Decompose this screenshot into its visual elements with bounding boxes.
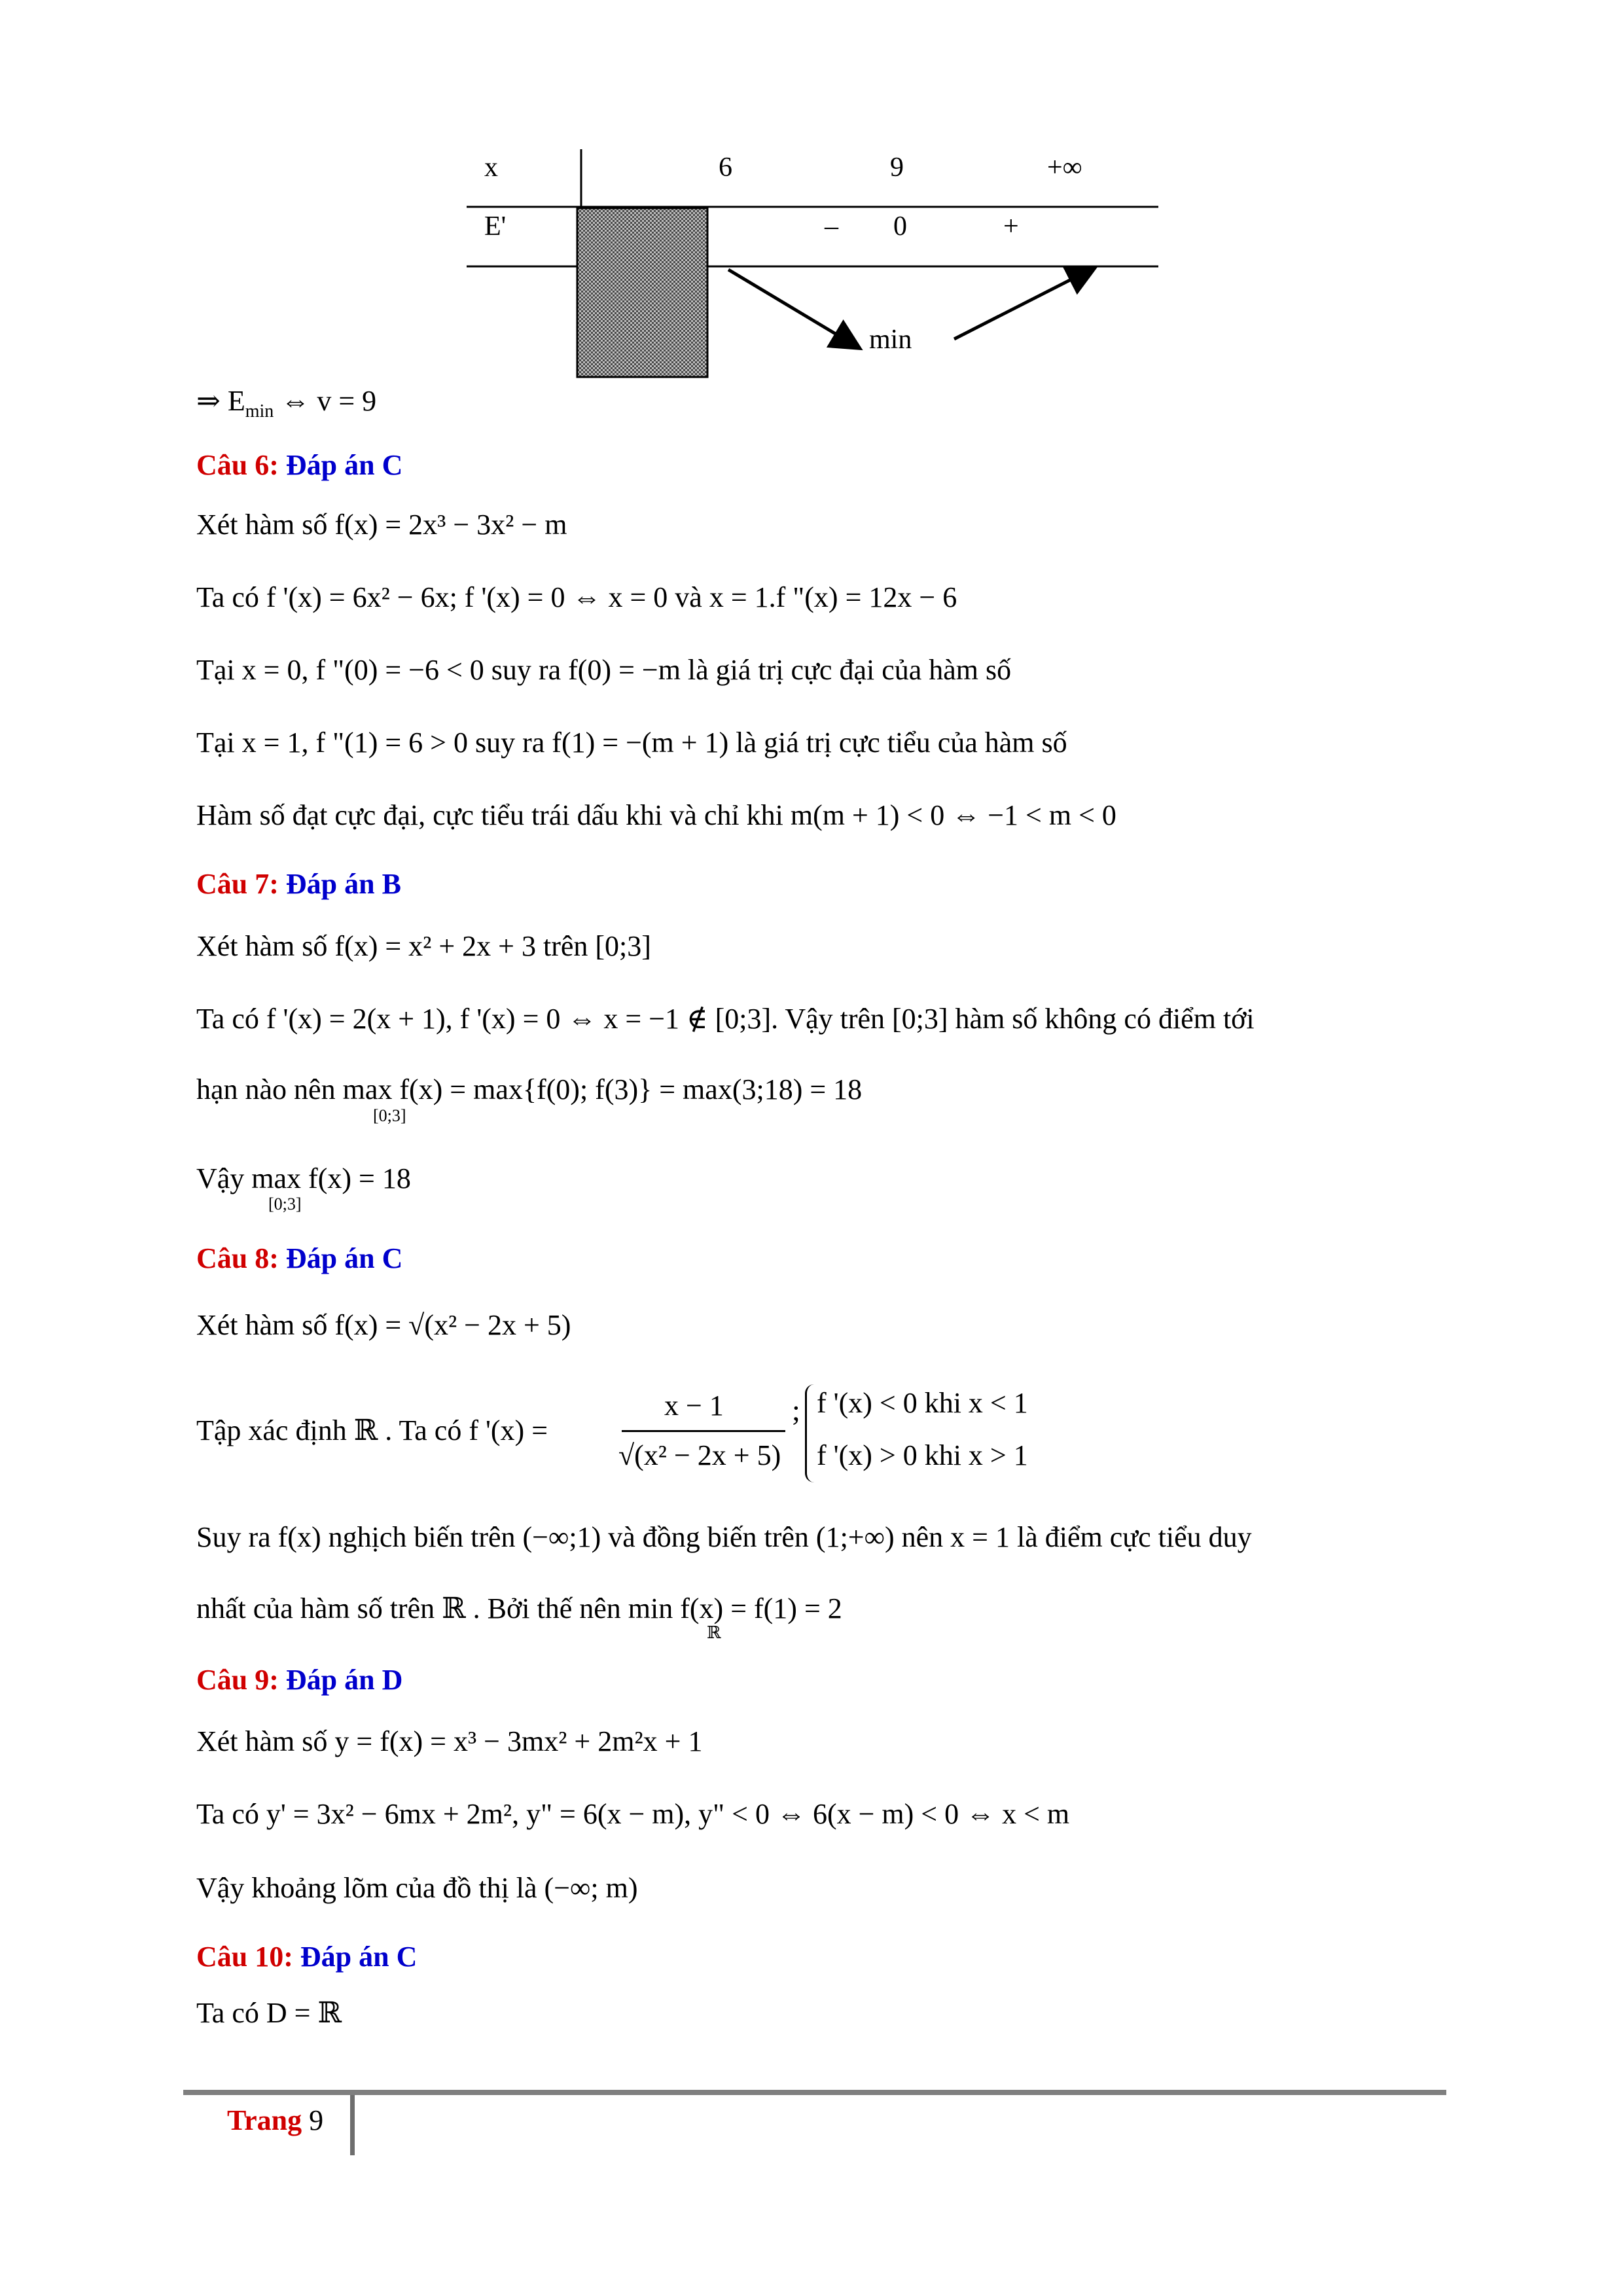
table-derivative-label: E' (484, 211, 507, 242)
variation-table (0, 0, 1623, 406)
conclusion-prefix: ⇒ E (196, 385, 245, 417)
text-line: nhất của hàm số trên ℝ . Bởi thế nên min f(x) = f(1) = 2 (196, 1592, 842, 1624)
page-label: Trang (227, 2104, 302, 2136)
fraction-numerator: x − 1 (664, 1390, 724, 1422)
answer-label: Đáp án B (285, 868, 401, 900)
text-line: Xét hàm số f(x) = x² + 2x + 3 trên [0;3] (196, 930, 651, 962)
question-heading (196, 1939, 417, 1975)
footer-rule (183, 2090, 1446, 2095)
table-x-label: x (484, 152, 498, 183)
case-line: f '(x) < 0 khi x < 1 (817, 1387, 1028, 1419)
text-line: Ta có y' = 3x² − 6mx + 2m², y" = 6(x − m), y" < 0 ⇔ 6(x − m) < 0 ⇔ x < m (196, 1798, 1070, 1830)
footer-divider (350, 2095, 355, 2155)
question-heading (196, 1662, 402, 1698)
page-value: 9 (309, 2104, 324, 2136)
increasing-arrow (954, 268, 1093, 339)
text-line: Vậy khoảng lõm của đồ thị là (−∞; m) (196, 1872, 638, 1904)
text-line: Vậy max f(x) = 18 (196, 1162, 411, 1194)
forbidden-region (577, 208, 707, 377)
question-heading (196, 1240, 402, 1277)
question-number: Câu 6: (196, 449, 279, 481)
table-zero: 0 (893, 211, 907, 242)
answer-label: Đáp án C (285, 449, 403, 481)
question-heading (196, 866, 401, 903)
text-line: Suy ra f(x) nghịch biến trên (−∞;1) và đồng biến trên (1;+∞) nên x = 1 là điểm cực tiểu duy (196, 1521, 1252, 1553)
question-number: Câu 10: (196, 1941, 293, 1973)
answer-label: Đáp án D (285, 1664, 403, 1696)
text-line: Tại x = 0, f "(0) = −6 < 0 suy ra f(0) = −m là giá trị cực đại của hàm số (196, 654, 1012, 686)
conclusion-sub: min (245, 401, 274, 422)
question-heading (196, 447, 402, 484)
table-x-value: 9 (890, 152, 904, 183)
table-sign: – (825, 211, 838, 242)
table-x-value: +∞ (1047, 152, 1082, 183)
text-line: Tập xác định ℝ . Ta có f '(x) = (196, 1414, 548, 1446)
answer-label: Đáp án C (285, 1242, 403, 1274)
question-number: Câu 8: (196, 1242, 279, 1274)
text-line: Tại x = 1, f "(1) = 6 > 0 suy ra f(1) = −(m + 1) là giá trị cực tiểu của hàm số (196, 726, 1067, 759)
conclusion (196, 383, 376, 420)
subscript-domain: [0;3] (373, 1106, 406, 1125)
text-line: Ta có f '(x) = 6x² − 6x; f '(x) = 0 ⇔ x = 0 và x = 1.f "(x) = 12x − 6 (196, 581, 957, 613)
answer-label: Đáp án C (300, 1941, 418, 1973)
subscript-domain: [0;3] (268, 1194, 302, 1213)
brace (805, 1384, 817, 1482)
semicolon: ; (792, 1393, 800, 1427)
fraction-bar (622, 1430, 785, 1432)
text-line: Xét hàm số f(x) = 2x³ − 3x² − m (196, 509, 567, 541)
conclusion-suffix: ⇔ v = 9 (274, 385, 377, 417)
text-line: Xét hàm số y = f(x) = x³ − 3mx² + 2m²x + 1 (196, 1725, 703, 1757)
table-min-label: min (869, 325, 912, 355)
text-line: Ta có f '(x) = 2(x + 1), f '(x) = 0 ⇔ x = −1 ∉ [0;3]. Vậy trên [0;3] hàm số không có điểm tới (196, 1003, 1255, 1035)
text-line: Ta có D = ℝ (196, 1997, 342, 2029)
table-x-value: 6 (719, 152, 732, 183)
decreasing-arrow (728, 270, 857, 347)
table-sign: + (1003, 211, 1019, 242)
case-line: f '(x) > 0 khi x > 1 (817, 1439, 1028, 1471)
text-line: hạn nào nên max f(x) = max{f(0); f(3)} = max(3;18) = 18 (196, 1073, 863, 1105)
question-number: Câu 9: (196, 1664, 279, 1696)
fraction-denominator: √(x² − 2x + 5) (618, 1439, 781, 1471)
subscript-domain: ℝ (707, 1623, 721, 1642)
question-number: Câu 7: (196, 868, 279, 900)
text-line: Hàm số đạt cực đại, cực tiểu trái dấu khi và chỉ khi m(m + 1) < 0 ⇔ −1 < m < 0 (196, 799, 1116, 831)
page-number (227, 2102, 323, 2139)
text-line: Xét hàm số f(x) = √(x² − 2x + 5) (196, 1309, 571, 1341)
